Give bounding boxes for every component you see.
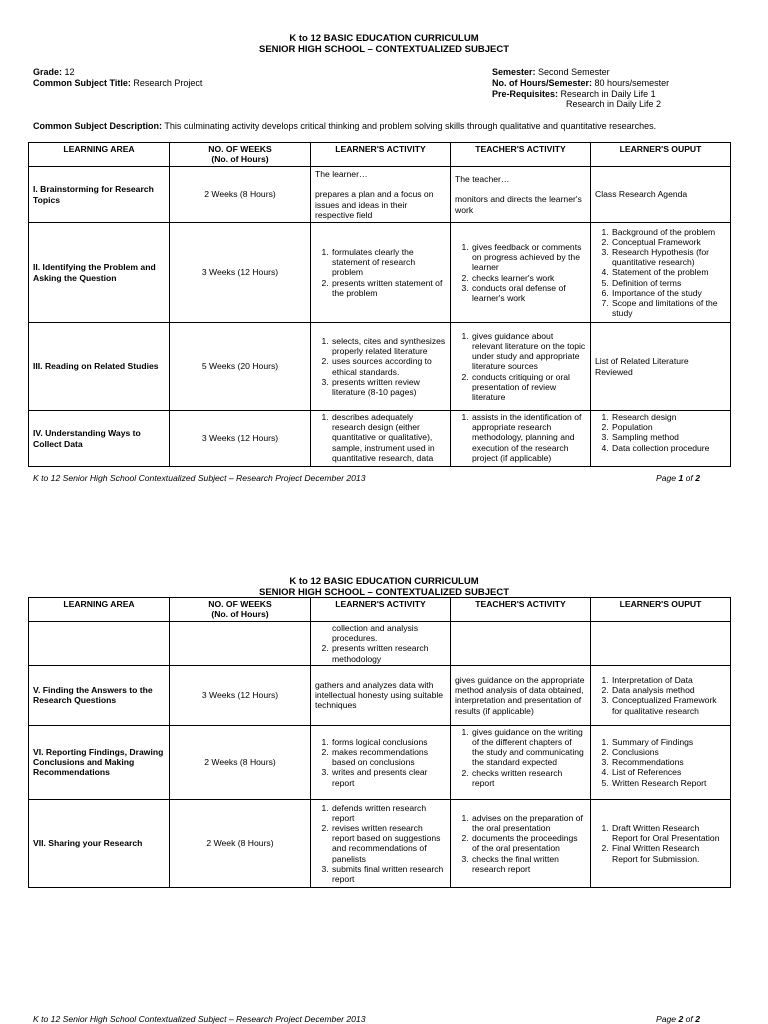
- list-item: 2. presents written research methodology: [331, 643, 446, 663]
- curriculum-subtitle: SENIOR HIGH SCHOOL – CONTEXTUALIZED SUBJECT: [258, 44, 509, 55]
- list-item: 7. Scope and limitations of the study: [611, 298, 726, 318]
- col-weeks: NO. OF WEEKS (No. of Hours): [170, 143, 311, 167]
- list-item: 3. conducts oral defense of learner's work: [471, 283, 586, 303]
- list-item: 5. Definition of terms: [611, 278, 726, 288]
- list-item: 3. checks the final written research report: [471, 854, 586, 874]
- page-2: [0, 572, 768, 1024]
- list-item: 2. makes recommendations based on conclusions: [331, 747, 446, 767]
- learning-area-cell: I. Brainstorming for Research Topics: [29, 167, 170, 223]
- page-number: Page 1 of 2: [656, 473, 700, 483]
- list-item: 1. describes adequately research design (either quantitative or qualitative), sample, instrument used in quantitative research, data: [331, 412, 446, 463]
- list-item: 3. Conceptualized Framework for qualitative research: [611, 695, 726, 715]
- list-item: 1. Interpretation of Data: [611, 675, 726, 685]
- subject-title-line: Common Subject Title: Research Project: [33, 78, 203, 88]
- table-row: [29, 411, 731, 467]
- list-item: 1. forms logical conclusions: [331, 737, 446, 747]
- list-item: 1. Research design: [611, 412, 726, 422]
- list-item: 3. writes and presents clear report: [331, 767, 446, 787]
- prerequisite-2: Research in Daily Life 2: [566, 99, 662, 109]
- grade-line: Grade: 12: [33, 67, 75, 77]
- learner-activity-cell: [311, 725, 451, 799]
- list-item: 1. advises on the preparation of the oral presentation: [471, 813, 586, 833]
- hours-line: No. of Hours/Semester: 80 hours/semester: [492, 78, 670, 88]
- list-item: 2. checks written research report: [471, 768, 586, 788]
- teacher-activity-cell: gives guidance on the appropriate method analysis of data obtained, interpretation and presentation of results (if applicable): [451, 665, 591, 725]
- list-item: 3. Recommendations: [611, 757, 726, 767]
- list-item: 3. Sampling method: [611, 432, 726, 442]
- list-item: 2. presents written statement of the problem: [331, 278, 446, 298]
- table-row: [29, 167, 731, 223]
- table-row: [29, 665, 731, 725]
- learning-area-cell: V. Finding the Answers to the Research Questions: [29, 665, 170, 725]
- list-item: 6. Importance of the study: [611, 288, 726, 298]
- list-item: 2. Conceptual Framework: [611, 237, 726, 247]
- list-item: 1. gives guidance on the writing of the different chapters of the study and communicating the standard expected: [471, 727, 586, 768]
- learner-activity-cell: gathers and analyzes data with intellectual honesty using suitable techniques: [311, 665, 451, 725]
- table-row: [29, 725, 731, 799]
- page-number: Page 2 of 2: [656, 1014, 700, 1024]
- list-item: 4. Statement of the problem: [611, 267, 726, 277]
- list-item: 2. Final Written Research Report for Submission.: [611, 843, 726, 863]
- table-row: [29, 323, 731, 411]
- col-learner-output: LEARNER'S OUPUT: [591, 598, 731, 622]
- learner-output-cell: [591, 665, 731, 725]
- list-item: 1. Background of the problem: [611, 227, 726, 237]
- col-learner-output: LEARNER'S OUPUT: [591, 143, 731, 167]
- list-item: 1. Summary of Findings: [611, 737, 726, 747]
- weeks-cell: 3 Weeks (12 Hours): [170, 223, 311, 323]
- teacher-activity-cell: [451, 411, 591, 467]
- weeks-cell: 3 Weeks (12 Hours): [170, 411, 311, 467]
- list-item: 1. gives feedback or comments on progress achieved by the learner: [471, 242, 586, 273]
- teacher-activity-cell: [451, 725, 591, 799]
- learner-output-cell: [591, 799, 731, 887]
- learner-output-cell: List of Related Literature Reviewed: [591, 323, 731, 411]
- list-item: 2. Data analysis method: [611, 685, 726, 695]
- col-learner-activity: LEARNER'S ACTIVITY: [311, 598, 451, 622]
- list-item: 1. gives guidance about relevant literature on the topic under study and appropriate literature sources: [471, 331, 586, 372]
- learner-activity-cell: [311, 323, 451, 411]
- learner-activity-cell: [311, 223, 451, 323]
- list-item: 4. List of References: [611, 767, 726, 777]
- table-header-row: [29, 598, 731, 622]
- prerequisites-line: Pre-Requisites: Research in Daily Life 1: [492, 89, 656, 99]
- learner-output-cell: [591, 725, 731, 799]
- list-item: 3. Research Hypothesis (for quantitative research): [611, 247, 726, 267]
- learner-activity-cell: [311, 799, 451, 887]
- semester-line: Semester: Second Semester: [492, 67, 610, 77]
- learning-area-cell: II. Identifying the Problem and Asking the Question: [29, 223, 170, 323]
- list-item: 2. Population: [611, 422, 726, 432]
- curriculum-title: K to 12 BASIC EDUCATION CURRICULUM: [289, 33, 479, 44]
- footer-text: K to 12 Senior High School Contextualized Subject – Research Project December 2013: [33, 1014, 366, 1024]
- col-teacher-activity: TEACHER'S ACTIVITY: [451, 598, 591, 622]
- learning-area-cell: IV. Understanding Ways to Collect Data: [29, 411, 170, 467]
- learner-activity-cell: collection and analysis procedures. 2. presents written research methodology: [311, 622, 451, 666]
- list-item: 2. conducts critiquing or oral presentation of review literature: [471, 372, 586, 403]
- teacher-activity-cell: The teacher… monitors and directs the learner's work: [451, 167, 591, 223]
- list-item: 3. presents written review literature (8-10 pages): [331, 377, 446, 397]
- learning-area-cell: VII. Sharing your Research: [29, 799, 170, 887]
- teacher-activity-cell: [451, 223, 591, 323]
- list-item: 1. Draft Written Research Report for Oral Presentation: [611, 823, 726, 843]
- list-item: 1. formulates clearly the statement of research problem: [331, 247, 446, 278]
- weeks-cell: 3 Weeks (12 Hours): [170, 665, 311, 725]
- curriculum-table-1: [28, 142, 731, 467]
- teacher-activity-cell: [451, 799, 591, 887]
- col-learning-area: LEARNING AREA: [29, 143, 170, 167]
- learner-output-cell: Class Research Agenda: [591, 167, 731, 223]
- weeks-cell: 2 Week (8 Hours): [170, 799, 311, 887]
- learner-output-cell: [591, 223, 731, 323]
- col-learning-area: LEARNING AREA: [29, 598, 170, 622]
- list-item: 2. Conclusions: [611, 747, 726, 757]
- table-header-row: [29, 143, 731, 167]
- learner-activity-cell: [311, 411, 451, 467]
- list-item: 1. assists in the identification of appropriate research methodology, planning and execution of the research project (if applicable): [471, 412, 586, 463]
- table-row: [29, 223, 731, 323]
- teacher-activity-cell: [451, 323, 591, 411]
- curriculum-table-2: [28, 597, 731, 888]
- col-teacher-activity: TEACHER'S ACTIVITY: [451, 143, 591, 167]
- col-learner-activity: LEARNER'S ACTIVITY: [311, 143, 451, 167]
- learning-area-cell: III. Reading on Related Studies: [29, 323, 170, 411]
- list-item: 1. defends written research report: [331, 803, 446, 823]
- learner-activity-cell: The learner… prepares a plan and a focus on issues and ideas in their respective field: [311, 167, 451, 223]
- footer-text: K to 12 Senior High School Contextualized Subject – Research Project December 2013: [33, 473, 366, 483]
- weeks-cell: 2 Weeks (8 Hours): [170, 725, 311, 799]
- list-item: 2. revises written research report based on suggestions and recommendations of panelists: [331, 823, 446, 864]
- list-item: 2. documents the proceedings of the oral presentation: [471, 833, 586, 853]
- list-item: 1. selects, cites and synthesizes properly related literature: [331, 336, 446, 356]
- weeks-cell: 5 Weeks (20 Hours): [170, 323, 311, 411]
- subject-description: Common Subject Description: This culminating activity develops critical thinking and problem solving skills through qualitative and quantitative researches.: [33, 121, 657, 131]
- table-row: [29, 799, 731, 887]
- table-row: [29, 622, 731, 666]
- learner-output-cell: [591, 411, 731, 467]
- list-item: 4. Data collection procedure: [611, 443, 726, 453]
- list-item: 2. uses sources according to ethical standards.: [331, 356, 446, 376]
- learning-area-cell: VI. Reporting Findings, Drawing Conclusions and Making Recommendations: [29, 725, 170, 799]
- curriculum-title: K to 12 BASIC EDUCATION CURRICULUM: [289, 576, 479, 587]
- col-weeks: NO. OF WEEKS (No. of Hours): [170, 598, 311, 622]
- curriculum-subtitle: SENIOR HIGH SCHOOL – CONTEXTUALIZED SUBJECT: [258, 587, 509, 598]
- weeks-cell: 2 Weeks (8 Hours): [170, 167, 311, 223]
- list-item: 2. checks learner's work: [471, 273, 586, 283]
- list-item: 5. Written Research Report: [611, 778, 726, 788]
- list-item: 3. submits final written research report: [331, 864, 446, 884]
